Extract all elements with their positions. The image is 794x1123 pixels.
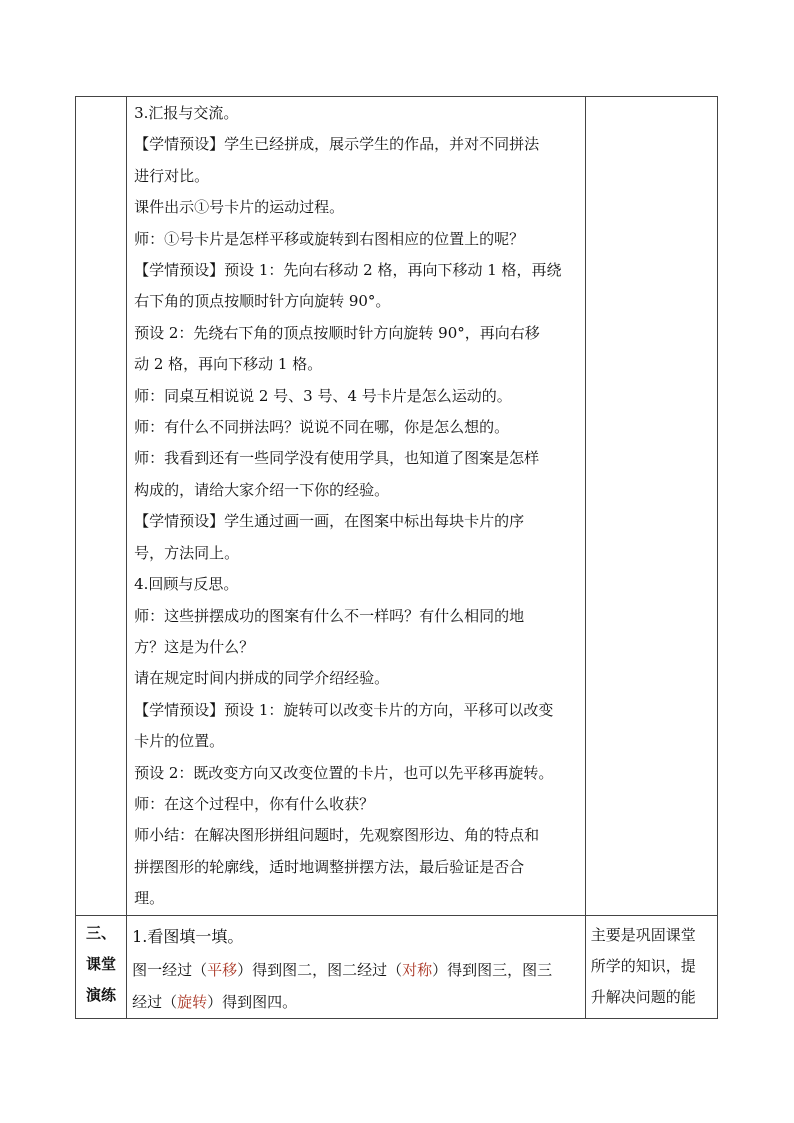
exercise-line-2 [132,986,581,1018]
section-cell-empty [76,97,127,916]
text-fragment: ）得到图四。 [207,992,298,1011]
answer-translation: 平移 [207,960,238,979]
text-line: 右下角的顶点按顺时针方向旋转 90°。 [134,292,391,311]
text-line: 【学情预设】学生已经拼成，展示学生的作品，并对不同拼法 [134,135,540,154]
text-line: 师：有什么不同拼法吗？说说不同在哪，你是怎么想的。 [134,418,510,437]
text-line: 3.汇报与交流。 [134,104,239,122]
text-line: 理。 [134,889,165,908]
note-cell [585,915,717,1018]
text-line: 进行对比。 [134,166,210,185]
text-line: 4.回顾与反思。 [134,575,239,594]
section-number: 三、 [86,923,117,942]
note-line: 主要是巩固课堂 [590,925,696,944]
text-line: 方？这是为什么？ [134,637,255,656]
process-cell [127,97,586,916]
text-line: 师：这些拼摆成功的图案有什么不一样吗？有什么相同的地 [134,606,525,625]
text-line: 【学情预设】预设 1：旋转可以改变卡片的方向，平移可以改变 [134,700,554,719]
section-name-part1: 课堂 [86,954,117,973]
text-line: 师：在这个过程中，你有什么收获？ [134,794,375,813]
continued-row [76,97,718,916]
section-name-part2: 演练 [86,985,117,1004]
practice-row [76,915,718,1018]
text-line: 【学情预设】预设 1：先向右移动 2 格，再向下移动 1 格，再绕 [134,261,562,280]
text-line: 动 2 格，再向下移动 1 格。 [134,355,323,374]
text-line: 师：同桌互相说说 2 号、3 号、4 号卡片是怎么运动的。 [134,386,512,405]
exercise-line-1 [132,954,581,986]
text-line: 师：我看到还有一些同学没有使用学具，也知道了图案是怎样 [134,449,540,468]
text-line: 预设 2：既改变方向又改变位置的卡片，也可以先平移再旋转。 [134,763,554,782]
text-line: 请在规定时间内拼成的同学介绍经验。 [134,669,390,688]
text-line: 卡片的位置。 [134,732,225,751]
section-title-cell [76,915,127,1018]
text-line: 构成的，请给大家介绍一下你的经验。 [134,480,390,499]
text-fragment: 经过（ [132,992,178,1011]
practice-cell [127,915,586,1018]
text-line: 预设 2：先绕右下角的顶点按顺时针方向旋转 90°，再向右移 [134,323,540,342]
note-cell-empty [585,97,717,916]
answer-symmetry: 对称 [402,960,433,979]
process-text [127,97,585,915]
text-line: 号，方法同上。 [134,543,240,562]
section-title [76,916,126,1011]
exercise-heading: 1.看图填一填。 [132,926,244,946]
text-line: 【学情预设】学生通过画一画，在图案中标出每块卡片的序 [134,512,525,531]
text-line: 师：①号卡片是怎样平移或旋转到右图相应的位置上的呢？ [134,229,525,248]
answer-rotation: 旋转 [177,992,208,1011]
text-line: 师小结：在解决图形拼组问题时，先观察图形边、角的特点和 [134,826,540,845]
note-line: 升解决问题的能 [590,987,696,1006]
lesson-plan-table [75,96,718,1019]
note-line: 所学的知识，提 [590,956,696,975]
text-fragment: ）得到图二，图二经过（ [237,960,403,979]
text-line: 课件出示①号卡片的运动过程。 [134,198,345,217]
text-fragment: ）得到图三，图三 [432,960,553,979]
text-line: 拼摆图形的轮廓线，适时地调整拼摆方法，最后验证是否合 [134,857,525,876]
text-fragment: 图一经过（ [132,960,208,979]
